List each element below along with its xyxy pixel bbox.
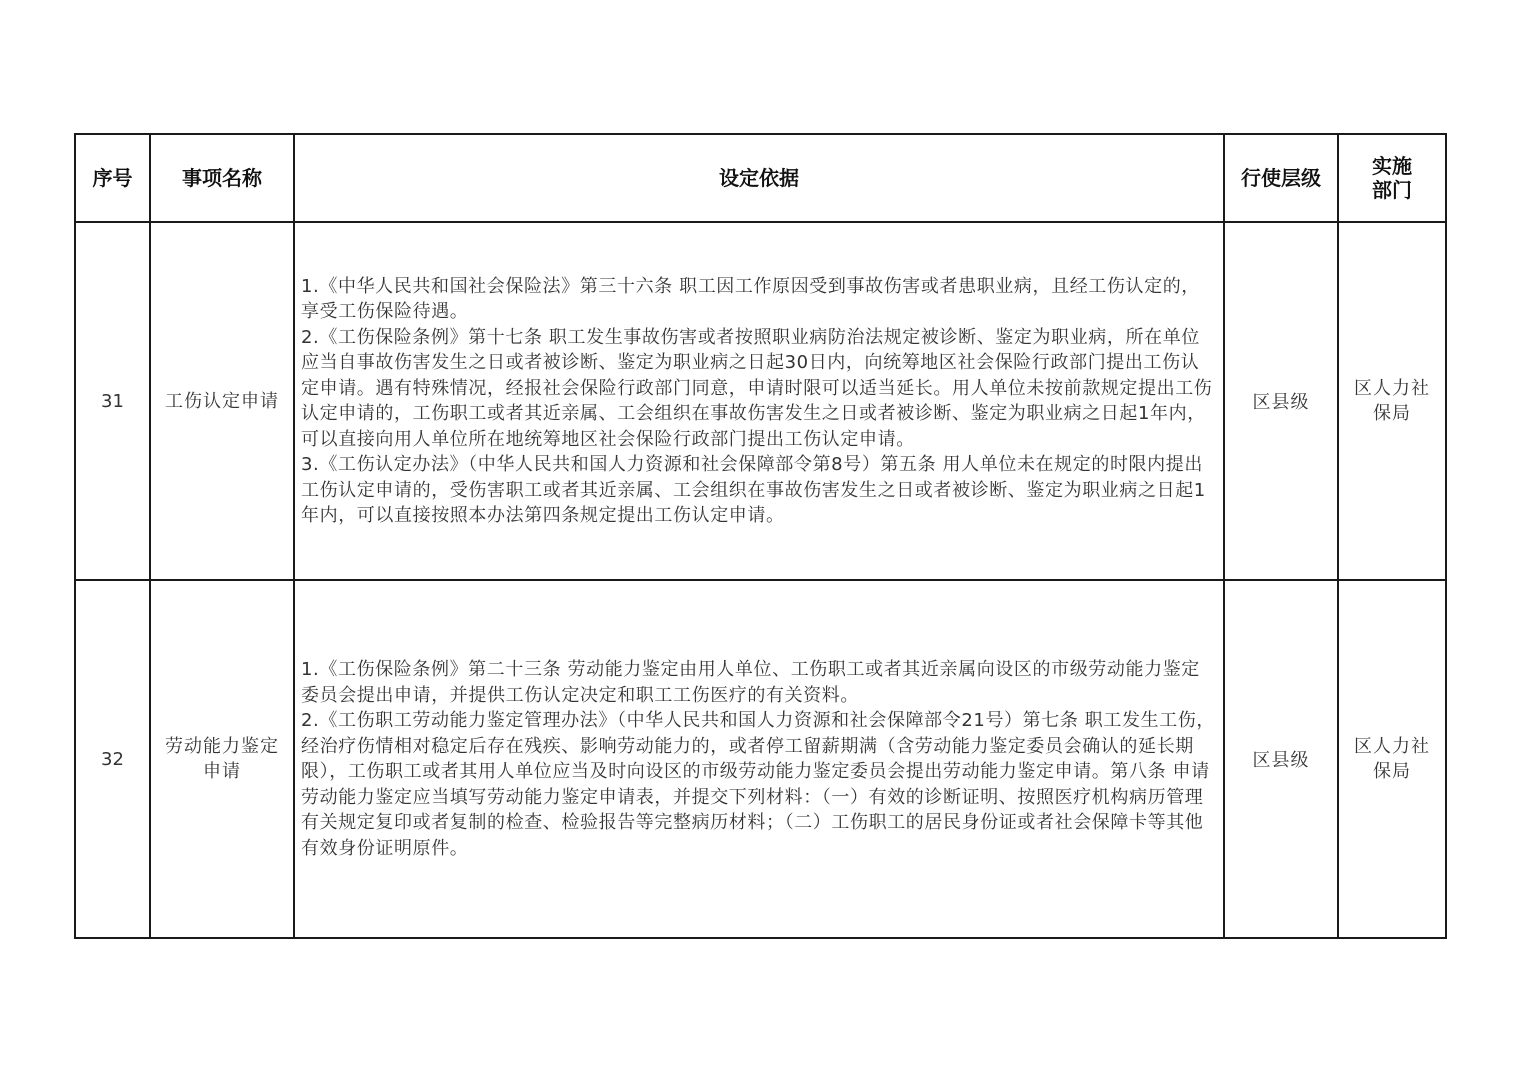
header-seq: 序号 <box>75 134 150 222</box>
table-header-row <box>75 134 1446 222</box>
table-row <box>75 580 1446 938</box>
row-item-name-line2: 申请 <box>203 761 241 782</box>
header-dept-line2: 部门 <box>1372 178 1412 202</box>
table-row <box>75 222 1446 580</box>
row-dept <box>1338 222 1446 580</box>
header-name: 事项名称 <box>150 134 294 222</box>
row-dept <box>1338 580 1446 938</box>
row-basis <box>294 580 1224 938</box>
row-item-name-line1: 工伤认定申请 <box>165 390 279 412</box>
basis-paragraph: 2.《工伤职工劳动能力鉴定管理办法》（中华人民共和国人力资源和社会保障部令21号）第七条 职工发生工伤，经治疗伤情相对稳定后存在残疾、影响劳动能力的，或者停工留薪期满（含劳动能力鉴定委员会确认的延长期限），工伤职工或者其用人单位应当及时向设区的市级劳动能力鉴定委员会提出劳动能力鉴定申请。第八条 申请劳动能力鉴定应当填写劳动能力鉴定申请表，并提交下列材料：（一）有效的诊断证明、按照医疗机构病历管理有关规定复印或者复制的检查、检验报告等完整病历材料；（二）工伤职工的居民身份证或者社会保障卡等其他有效身份证明原件。 <box>301 710 1215 859</box>
row-item-name <box>150 222 294 580</box>
header-dept <box>1338 134 1446 222</box>
header-dept-line1: 实施 <box>1372 154 1412 178</box>
row-level: 区县级 <box>1224 580 1338 938</box>
items-table <box>74 133 1447 939</box>
basis-paragraph: 2.《工伤保险条例》第十七条 职工发生事故伤害或者按照职业病防治法规定被诊断、鉴定为职业病，所在单位应当自事故伤害发生之日或者被诊断、鉴定为职业病之日起30日内，向统筹地区社会保险行政部门提出工伤认定申请。遇有特殊情况，经报社会保险行政部门同意，申请时限可以适当延长。用人单位未按前款规定提出工伤认定申请的，工伤职工或者其近亲属、工会组织在事故伤害发生之日或者被诊断、鉴定为职业病之日起1年内，可以直接向用人单位所在地统筹地区社会保险行政部门提出工伤认定申请。 <box>301 326 1213 450</box>
basis-paragraph: 3.《工伤认定办法》（中华人民共和国人力资源和社会保障部令第8号）第五条 用人单位未在规定的时限内提出工伤认定申请的，受伤害职工或者其近亲属、工会组织在事故伤害发生之日或者被诊断、鉴定为职业病之日起1年内，可以直接按照本办法第四条规定提出工伤认定申请。 <box>301 454 1206 526</box>
row-seq: 31 <box>75 222 150 580</box>
row-dept-line2: 保局 <box>1373 761 1411 782</box>
row-basis <box>294 222 1224 580</box>
row-dept-line1: 区人力社 <box>1354 736 1430 757</box>
basis-paragraph: 1.《工伤保险条例》第二十三条 劳动能力鉴定由用人单位、工伤职工或者其近亲属向设区的市级劳动能力鉴定委员会提出申请，并提供工伤认定决定和职工工伤医疗的有关资料。 <box>301 659 1200 706</box>
row-dept-line1: 区人力社 <box>1354 378 1430 399</box>
row-item-name <box>150 580 294 938</box>
header-basis: 设定依据 <box>294 134 1224 222</box>
row-dept-line2: 保局 <box>1373 403 1411 424</box>
basis-paragraph: 1.《中华人民共和国社会保险法》第三十六条 职工因工作原因受到事故伤害或者患职业病，且经工伤认定的，享受工伤保险待遇。 <box>301 275 1200 322</box>
header-level: 行使层级 <box>1224 134 1338 222</box>
row-level: 区县级 <box>1224 222 1338 580</box>
row-seq: 32 <box>75 580 150 938</box>
row-item-name-line1: 劳动能力鉴定 <box>165 736 279 757</box>
